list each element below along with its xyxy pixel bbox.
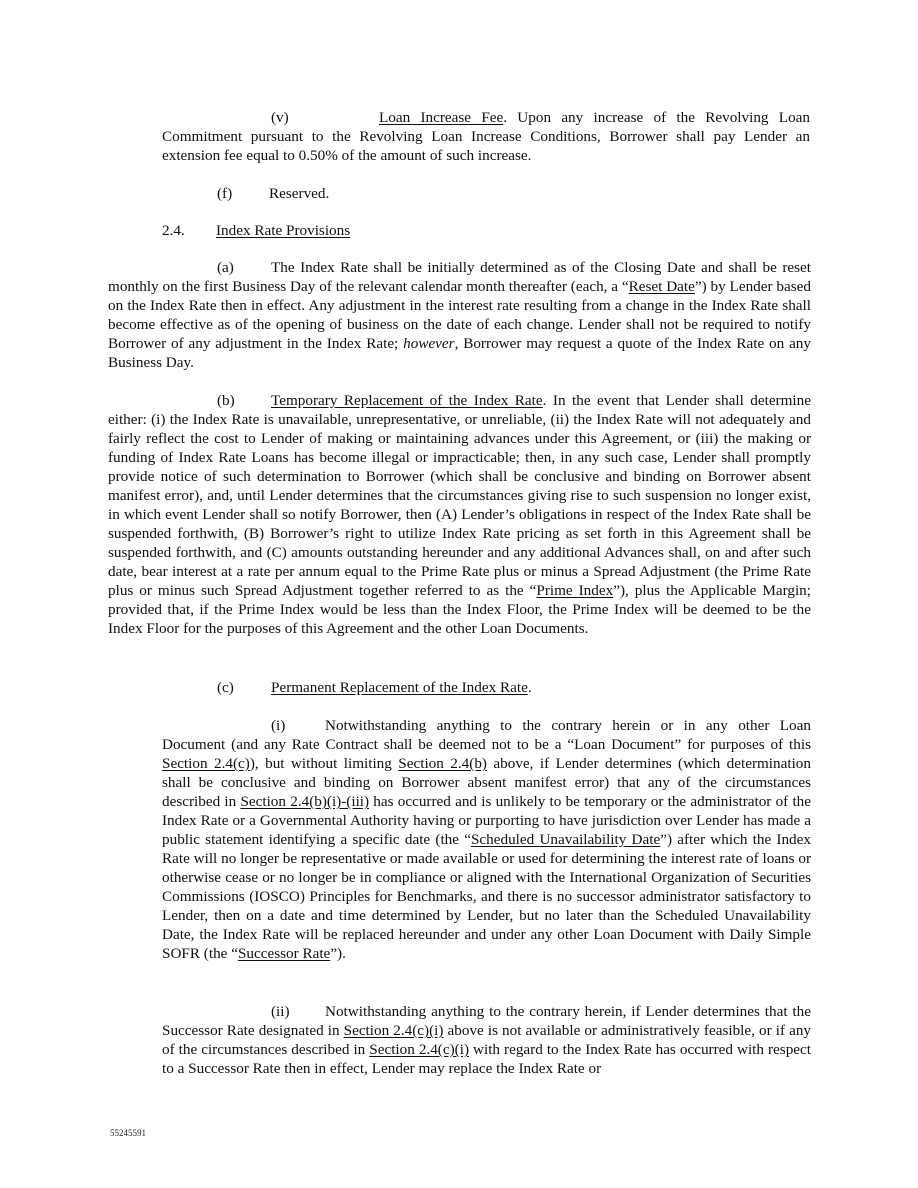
paragraph-b: (b) Temporary Replacement of the Index Rate. In the event that Lender shall determine either: (i) the Index Rate is unavailable, unrepresentative, or unreliable, (ii) the Index Rate will not adequately and fairly reflect the cost to Lender of making or maintaining advances under this Agreement, or (iii) the making or funding of Index Rate Loans has become illegal or impracticable; then, in any such case, Lender shall promptly provide notice of such determination to Borrower (which shall be conclusive and binding on Borrower absent manifest error), and, until Lender determines that the circumstances giving rise to such suspension no longer exist, in which event Lender shall so notify Borrower, then (A) Lender’s obligations in respect of the Index Rate shall be suspended forthwith, (B) Borrower’s right to utilize Index Rate pricing as set forth in this Agreement shall be suspended forthwith, and (C) amounts outstanding hereunder and any additional Advances shall, on and after such date, bear interest at a rate per annum equal to the Prime Rate plus or minus a Spread Adjustment (the Prime Rate plus or minus such Spread Adjustment together referred to as the “Prime Index”), plus the Applicable Margin; provided that, if the Prime Index would be less than the Index Floor, the Prime Index will be deemed to be the Index Floor for the purposes of this Agreement and the other Loan Documents. bbox=[108, 392, 811, 637]
paragraph-number: (b) bbox=[217, 392, 235, 409]
paragraph-c: (c) Permanent Replacement of the Index Rate. bbox=[217, 679, 532, 696]
document-id-footer: 55245591 bbox=[110, 1128, 146, 1138]
heading-permanent-replacement: Permanent Replacement of the Index Rate bbox=[271, 679, 528, 696]
paragraph-c-ii: (ii) Notwithstanding anything to the contrary herein, if Lender determines that the Successor Rate designated in Section 2.4(c)(i) above is not available or administratively feasible, or if any of the circumstances described in Section 2.4(c)(i) with regard to the Index Rate has occurred with respect to a Successor Rate then in effect, Lender may replace the Index Rate or bbox=[162, 1003, 812, 1077]
heading-temporary-replacement: Temporary Replacement of the Index Rate bbox=[271, 392, 543, 409]
section-reference: Section 2.4(b)(i)-(iii) bbox=[240, 793, 370, 810]
defined-term-scheduled-unavailability-date: Scheduled Unavailability Date bbox=[470, 831, 661, 848]
heading-loan-increase-fee: Loan Increase Fee bbox=[379, 109, 504, 126]
paragraph-a: (a) The Index Rate shall be initially determined as of the Closing Date and shall be reset monthly on the first Business Day of the relevant calendar month thereafter (each, a “Reset Date”) by Lender based on the Index Rate then in effect. Any adjustment in the interest rate resulting from a change in the Index Rate shall become effective as of the opening of business on the date of each change. Lender shall not be required to notify Borrower of any adjustment in the Index Rate; however, Borrower may request a quote of the Index Rate on any Business Day. bbox=[108, 259, 811, 371]
section-number: 2.4. bbox=[162, 222, 185, 239]
paragraph-c-i: (i) Notwithstanding anything to the contrary herein or in any other Loan Document (and any Rate Contract shall be deemed not to be a “Loan Document” for purposes of this Section 2.4(c)), but without limiting Section 2.4(b) above, if Lender determines (which determination shall be conclusive and binding on Borrower absent manifest error) that any of the circumstances described in Section 2.4(b)(i)-(iii) has occurred and is unlikely to be temporary or the administrator of the Index Rate or a Governmental Authority having or purporting to have jurisdiction over Lender has made a public statement identifying a specific date (the “Scheduled Unavailability Date”) after which the Index Rate will no longer be representative or made available or used for determining the interest rate of loans or otherwise cease or no longer be in compliance or aligned with the International Organization of Securities Commissions (IOSCO) Principles for Benchmarks, and there is no successor administrator satisfactory to Lender, then on a date and time determined by Lender, but no later than the Scheduled Unavailability Date, the Index Rate will be replaced hereunder and under any other Loan Document with Daily Simple SOFR (the “Successor Rate”). bbox=[162, 717, 811, 962]
paragraph-v: (v) Loan Increase Fee. Upon any increase of the Revolving Loan Commitment pursuant to the Revolving Loan Increase Conditions, Borrower shall pay Lender an extension fee equal to 0.50% of the amount of such increase. bbox=[162, 109, 810, 164]
defined-term-reset-date: Reset Date bbox=[628, 278, 695, 295]
section-2-4-heading bbox=[162, 221, 562, 240]
defined-term-successor-rate: Successor Rate bbox=[237, 945, 331, 962]
paragraph-number: (c) bbox=[217, 679, 234, 696]
defined-term-prime-index: Prime Index bbox=[536, 582, 614, 599]
paragraph-number: (v) bbox=[271, 109, 289, 126]
section-title: Index Rate Provisions bbox=[216, 222, 351, 239]
paragraph-number: (i) bbox=[271, 717, 286, 734]
paragraph-number: (a) bbox=[217, 259, 234, 276]
section-reference: Section 2.4(c)(i) bbox=[369, 1041, 470, 1058]
paragraph-number: (f) bbox=[217, 185, 233, 202]
paragraph-f: (f) Reserved. bbox=[217, 185, 330, 202]
section-reference: Section 2.4(b) bbox=[398, 755, 487, 772]
paragraph-number: (ii) bbox=[271, 1003, 290, 1020]
section-reference: Section 2.4(c) bbox=[162, 755, 250, 772]
section-reference: Section 2.4(c)(i) bbox=[343, 1022, 444, 1039]
